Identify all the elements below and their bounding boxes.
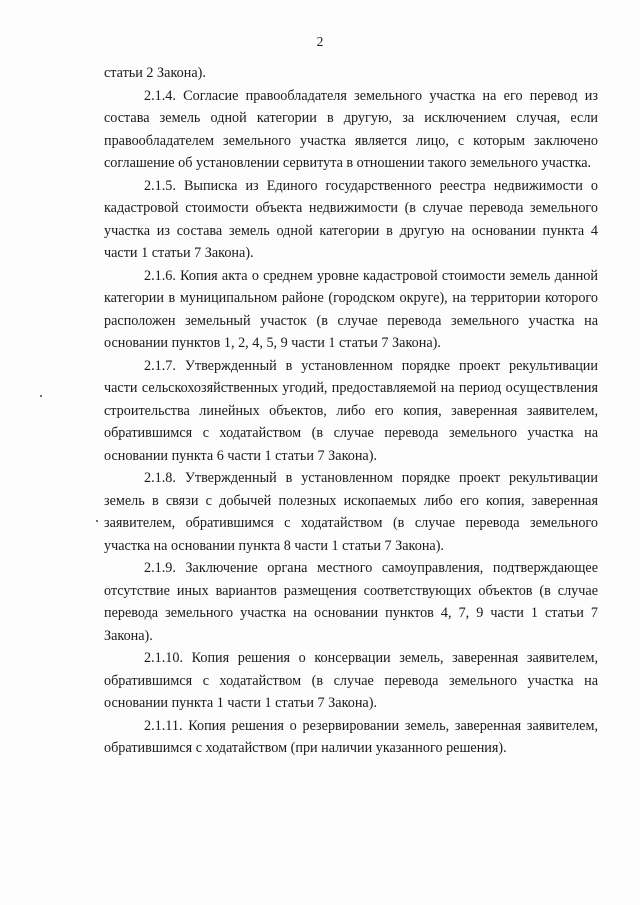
paragraph-2-1-7: 2.1.7. Утвержденный в установленном порядке проект рекультивации части сельскохозяйственных угодий, предоставляемой на период осуществления строительства линейных объектов, либо его копия, заверенная заявителем, обратившимся с ходатайством (в случае перевода земельного участка на основании пункта 6 части 1 статьи 7 Закона). xyxy=(104,357,598,464)
paragraph-continuation: статьи 2 Закона). xyxy=(104,65,206,81)
paragraph-2-1-8: 2.1.8. Утвержденный в установленном порядке проект рекультивации земель в связи с добычей полезных ископаемых либо его копия, заверенная заявителем, обратившимся с ходатайством (в случае перевода земельного участка на основании пункта 8 части 1 статьи 7 Закона). xyxy=(104,470,598,554)
paragraph-2-1-6: 2.1.6. Копия акта о среднем уровне кадастровой стоимости земель данной категории в муниципальном районе (городском округе), на территории которого расположен земельный участок (в случае перевода земельного участка на основании пунктов 1, 2, 4, 5, 9 части 1 статьи 7 Закона). xyxy=(104,267,598,351)
page-number: 2 xyxy=(316,34,324,49)
paragraph-2-1-11: 2.1.11. Копия решения о резервировании земель, заверенная заявителем, обратившимся с ходатайством (при наличии указанного решения). xyxy=(104,717,598,756)
paragraph-2-1-9: 2.1.9. Заключение органа местного самоуправления, подтверждающее отсутствие иных вариантов размещения соответствующих объектов (в случае перевода земельного участка на основании пунктов 4, 7, 9 части 1 статьи 7 Закона). xyxy=(104,560,598,644)
paragraph-2-1-10: 2.1.10. Копия решения о консервации земель, заверенная заявителем, обратившимся с ходатайством (в случае перевода земельного участка на основании пункта 1 части 1 статьи 7 Закона). xyxy=(104,650,598,711)
scan-speck xyxy=(40,395,42,397)
paragraph-2-1-5: 2.1.5. Выписка из Единого государственного реестра недвижимости о кадастровой стоимости объекта недвижимости (в случае перевода земельного участка из состава земель одной категории в другую на основании пункта 4 части 1 статьи 7 Закона). xyxy=(104,177,598,261)
scan-speck xyxy=(96,520,98,522)
paragraph-2-1-4: 2.1.4. Согласие правообладателя земельного участка на его перевод из состава земель одной категории в другую, за исключением случая, если правообладателем земельного участка является лицо, с которым заключено соглашение об установлении сервитута в отношении такого земельного участка. xyxy=(104,87,598,171)
document-body xyxy=(104,62,598,760)
